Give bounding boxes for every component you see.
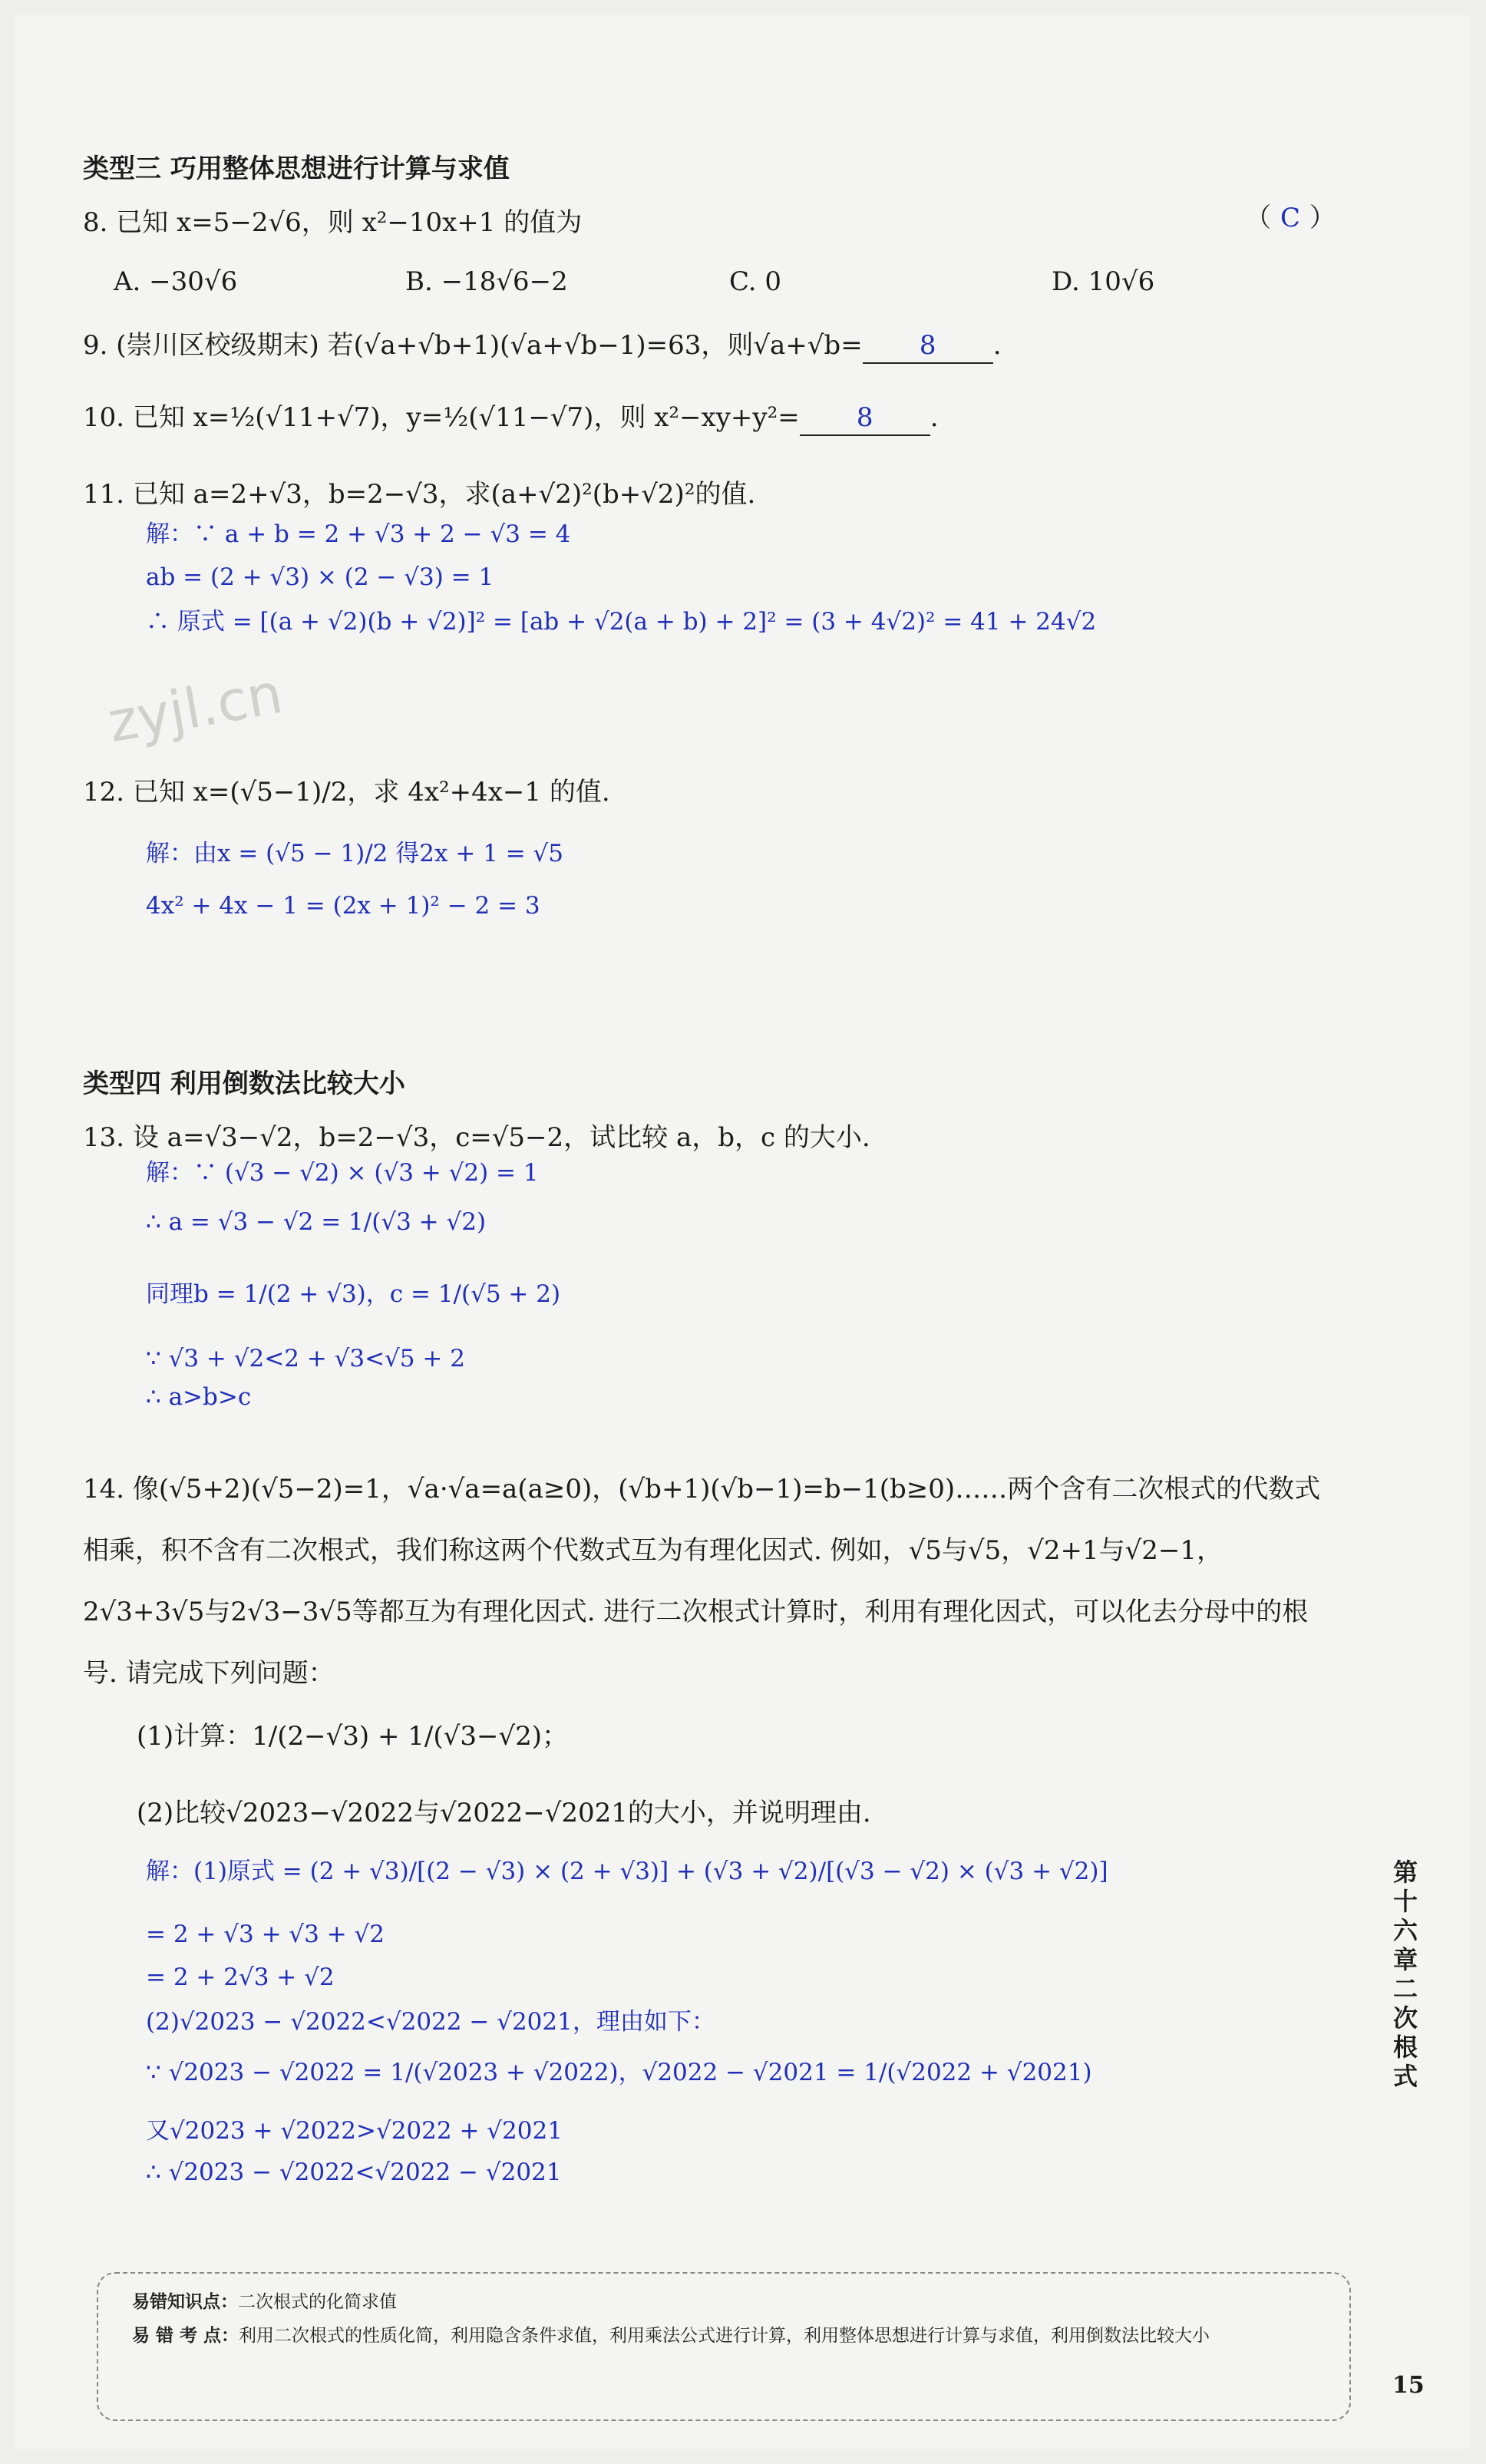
question-10-answer: 8: [800, 401, 930, 436]
q14-solution-line: ∵ √2023 − √2022 = 1/(√2023 + √2022)，√2022 − √2021 = 1/(√2022 + √2021): [146, 2059, 1092, 2086]
question-8-answer: C: [1280, 203, 1301, 233]
q11-solution-line: 解：∵ a + b = 2 + √3 + 2 − √3 = 4: [146, 520, 571, 548]
question-9-answer: 8: [863, 329, 993, 364]
page-number: 15: [1392, 2372, 1425, 2399]
question-8-option-c: C. 0: [729, 266, 782, 297]
chapter-side-label: 第十六章 二次根式: [1392, 1858, 1418, 2091]
question-9: 9. (崇川区校级期末) 若(√a+√b+1)(√a+√b−1)=63，则√a+√b= 8 .: [83, 329, 1002, 364]
question-8-option-a: A. −30√6: [114, 266, 238, 297]
q12-solution-line: 解：由x = (√5 − 1)/2 得2x + 1 = √5: [146, 840, 564, 867]
question-11: 11. 已知 a=2+√3，b=2−√3，求(a+√2)²(b+√2)²的值.: [83, 479, 756, 510]
q13-solution-line: ∴ a = √3 − √2 = 1/(√3 + √2): [146, 1208, 487, 1236]
q12-solution-line: 4x² + 4x − 1 = (2x + 1)² − 2 = 3: [146, 892, 540, 920]
q11-solution-line: ab = (2 + √3) × (2 − √3) = 1: [146, 563, 494, 591]
question-14-part-2: (2)比较√2023−√2022与√2022−√2021的大小，并说明理由.: [137, 1798, 871, 1828]
q14-solution-line: = 2 + √3 + √3 + √2: [146, 1921, 385, 1948]
q11-solution-line: ∴ 原式 = [(a + √2)(b + √2)]² = [ab + √2(a + b) + 2]² = (3 + 4√2)² = 41 + 24√2: [146, 608, 1097, 636]
q14-solution-line: = 2 + 2√3 + √2: [146, 1964, 335, 1991]
error-prone-note-box: [97, 2272, 1351, 2421]
section-3-heading: 类型三 巧用整体思想进行计算与求值: [83, 154, 510, 184]
q13-solution-line: 同理b = 1/(2 + √3)，c = 1/(√5 + 2): [146, 1280, 561, 1308]
q13-solution-line: 解：∵ (√3 − √2) × (√3 + √2) = 1: [146, 1159, 539, 1187]
watermark: zyjl.cn: [103, 660, 288, 755]
q14-solution-line: ∴ √2023 − √2022<√2022 − √2021: [146, 2158, 562, 2186]
question-8-option-d: D. 10√6: [1052, 266, 1155, 297]
q13-solution-line: ∵ √3 + √2<2 + √3<√5 + 2: [146, 1345, 465, 1372]
question-10: 10. 已知 x=½(√11+√7)，y=½(√11−√7)，则 x²−xy+y²= 8 .: [83, 401, 939, 436]
question-8-option-b: B. −18√6−2: [405, 266, 568, 297]
question-8-answer-bracket: （ C ）: [1245, 203, 1336, 233]
q13-solution-line: ∴ a>b>c: [146, 1383, 252, 1411]
question-8: 8. 已知 x=5−2√6，则 x²−10x+1 的值为: [83, 207, 583, 238]
note-label: 易错知识点：: [132, 2292, 238, 2312]
note-label: 易 错 考 点：: [132, 2326, 239, 2346]
q14-solution-line: 解：(1)原式 = (2 + √3)/[(2 − √3) × (2 + √3)] + (√3 + √2)/[(√3 − √2) × (√3 + √2)]: [146, 1858, 1108, 1885]
question-14-text: 14. 像(√5+2)(√5−2)=1，√a·√a=a(a≥0)，(√b+1)(√b−1)=b−1(b≥0)……两个含有二次根式的代数式相乘，积不含有二次根式，我们称这两个代数式互为有理化因式. 例如，√5与√5，√2+1与√2−1，2√3+3√5与2√3−3√5等都互为有理化因式. 进行二次根式计算时，利用有理化因式，可以化去分母中的根号. 请完成下列问题：: [83, 1474, 1321, 1689]
section-4-heading: 类型四 利用倒数法比较大小: [83, 1069, 405, 1099]
q14-solution-line: (2)√2023 − √2022<√2022 − √2021，理由如下：: [146, 2008, 715, 2036]
note-row-knowledge: 易错知识点：二次根式的化简求值: [132, 2292, 397, 2312]
q14-solution-line: 又√2023 + √2022>√2022 + √2021: [146, 2117, 563, 2145]
question-13: 13. 设 a=√3−√2，b=2−√3，c=√5−2，试比较 a，b，c 的大小.: [83, 1122, 870, 1153]
question-12: 12. 已知 x=(√5−1)/2，求 4x²+4x−1 的值.: [83, 777, 610, 808]
note-row-exam-points: 易 错 考 点：利用二次根式的性质化简，利用隐含条件求值，利用乘法公式进行计算，利用整体思想进行计算与求值，利用倒数法比较大小: [132, 2326, 1210, 2346]
question-14-part-1: (1)计算：1/(2−√3) + 1/(√3−√2)；: [137, 1721, 568, 1752]
